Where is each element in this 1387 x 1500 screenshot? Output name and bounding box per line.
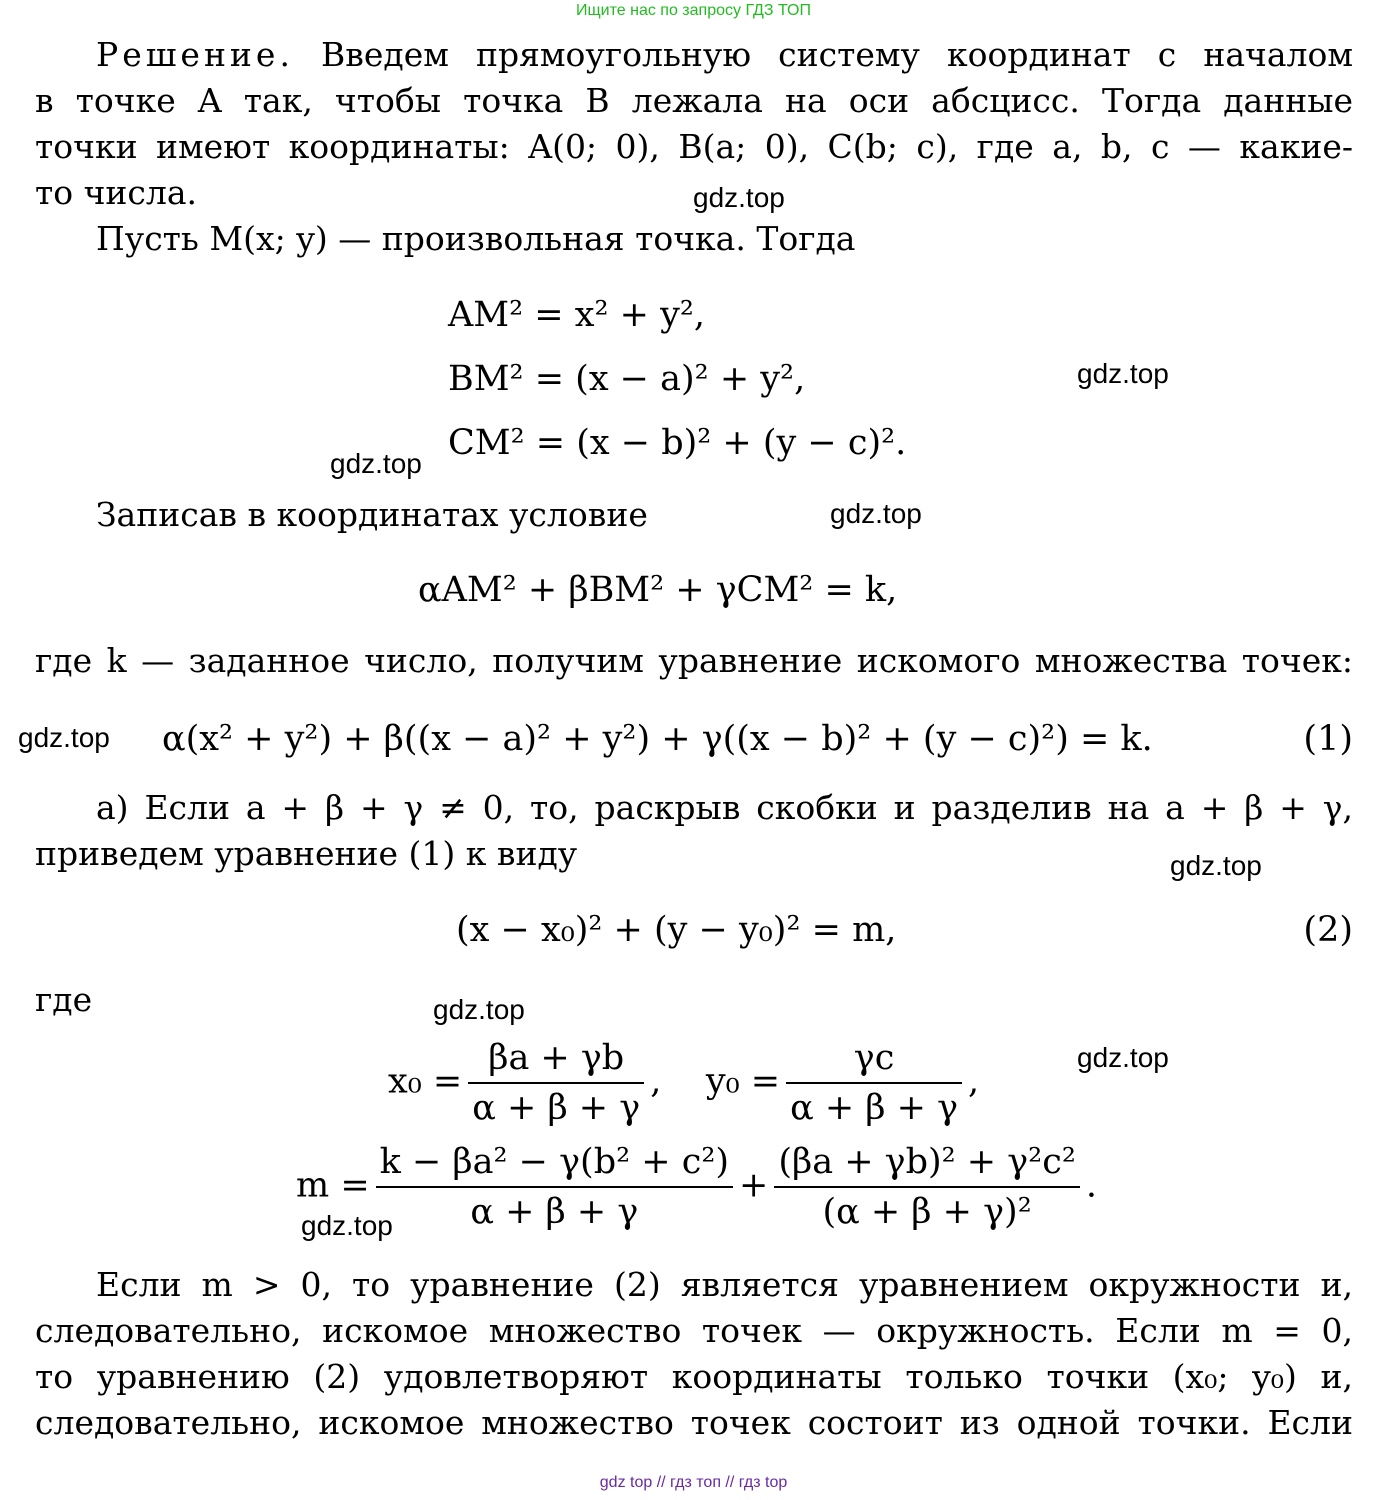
- watermark: gdz.top: [330, 448, 422, 479]
- watermark: gdz.top: [1077, 1042, 1169, 1073]
- paragraph-7-line-1: Если m > 0, то уравнение (2) является уравнением окружности и,: [96, 1265, 1353, 1304]
- paragraph-1-line-4: то числа.: [35, 173, 198, 212]
- x0-denominator: α + β + γ: [472, 1088, 641, 1128]
- bottom-banner[interactable]: gdz top // гдз топ // гдз top: [599, 1474, 788, 1491]
- watermark: gdz.top: [830, 498, 922, 529]
- paragraph-6: где: [35, 980, 93, 1019]
- equation-cm: CM² = (x − b)² + (y − c)².: [448, 423, 907, 463]
- solution-lead: Решение.: [96, 35, 294, 74]
- equation-1-number: (1): [1303, 719, 1353, 759]
- paragraph-5-line-1: а) Если a + β + γ ≠ 0, то, раскрыв скобки и разделив на a + β + γ,: [96, 788, 1353, 827]
- equation-x0-y0: [388, 1036, 979, 1130]
- paragraph-1-line-1: Решение. Введем прямоугольную систему координат с началом: [96, 35, 1353, 74]
- paragraph-1-line-2: в точке A так, чтобы точка B лежала на оси абсцисс. Тогда данные: [35, 81, 1353, 120]
- x0-fraction: [468, 1036, 644, 1130]
- m-fraction-2: [774, 1140, 1080, 1234]
- paragraph-7-line-4: следовательно, искомое множество точек состоит из одной точки. Если: [35, 1403, 1353, 1442]
- y0-end: ,: [968, 1061, 980, 1102]
- y0-fraction: [786, 1036, 962, 1130]
- equation-am: AM² = x² + y²,: [448, 295, 705, 335]
- x0-lhs: x₀ =: [388, 1061, 463, 1102]
- m-denominator-2: (α + β + γ)²: [822, 1192, 1032, 1232]
- paragraph-7-line-3: то уравнению (2) удовлетворяют координаты только точки (x₀; y₀) и,: [35, 1357, 1353, 1396]
- y0-denominator: α + β + γ: [790, 1088, 959, 1128]
- m-plus: +: [739, 1165, 769, 1206]
- equation-bm: BM² = (x − a)² + y²,: [448, 359, 806, 399]
- paragraph-4: где k — заданное число, получим уравнение искомого множества точек:: [35, 641, 1353, 680]
- m-end: .: [1085, 1165, 1097, 1206]
- m-fraction-1: [376, 1140, 733, 1234]
- paragraph-7-line-2: следовательно, искомое множество точек — окружность. Если m = 0,: [35, 1311, 1353, 1350]
- y0-numerator: γc: [786, 1036, 962, 1084]
- watermark: gdz.top: [301, 1210, 393, 1241]
- equation-1: α(x² + y²) + β((x − a)² + y²) + γ((x − b)² + (y − c)²) = k.: [162, 719, 1153, 759]
- paragraph-1-line-3: точки имеют координаты: A(0; 0), B(a; 0), C(b; c), где a, b, c — какие-: [35, 127, 1353, 166]
- m-numerator-2: (βa + γb)² + γ²c²: [774, 1140, 1080, 1188]
- equation-condition: αAM² + βBM² + γCM² = k,: [418, 570, 898, 610]
- top-banner[interactable]: Ищите нас по запросу ГДЗ ТОП: [576, 2, 811, 19]
- m-denominator-1: α + β + γ: [470, 1192, 639, 1232]
- paragraph-2: Пусть M(x; y) — произвольная точка. Тогда: [96, 219, 856, 258]
- watermark: gdz.top: [1077, 358, 1169, 389]
- m-lhs: m =: [296, 1165, 370, 1206]
- y0-lhs: , y₀ =: [650, 1061, 781, 1102]
- watermark: gdz.top: [693, 182, 785, 213]
- equation-m: [296, 1140, 1097, 1234]
- paragraph-5-line-2: приведем уравнение (1) к виду: [35, 834, 578, 873]
- watermark: gdz.top: [18, 722, 110, 753]
- m-numerator-1: k − βa² − γ(b² + c²): [376, 1140, 733, 1188]
- equation-2-number: (2): [1303, 910, 1353, 950]
- equation-2: (x − x₀)² + (y − y₀)² = m,: [456, 910, 897, 950]
- paragraph-3: Записав в координатах условие: [96, 495, 648, 534]
- watermark: gdz.top: [1170, 850, 1262, 881]
- x0-numerator: βa + γb: [468, 1036, 644, 1084]
- watermark: gdz.top: [433, 994, 525, 1025]
